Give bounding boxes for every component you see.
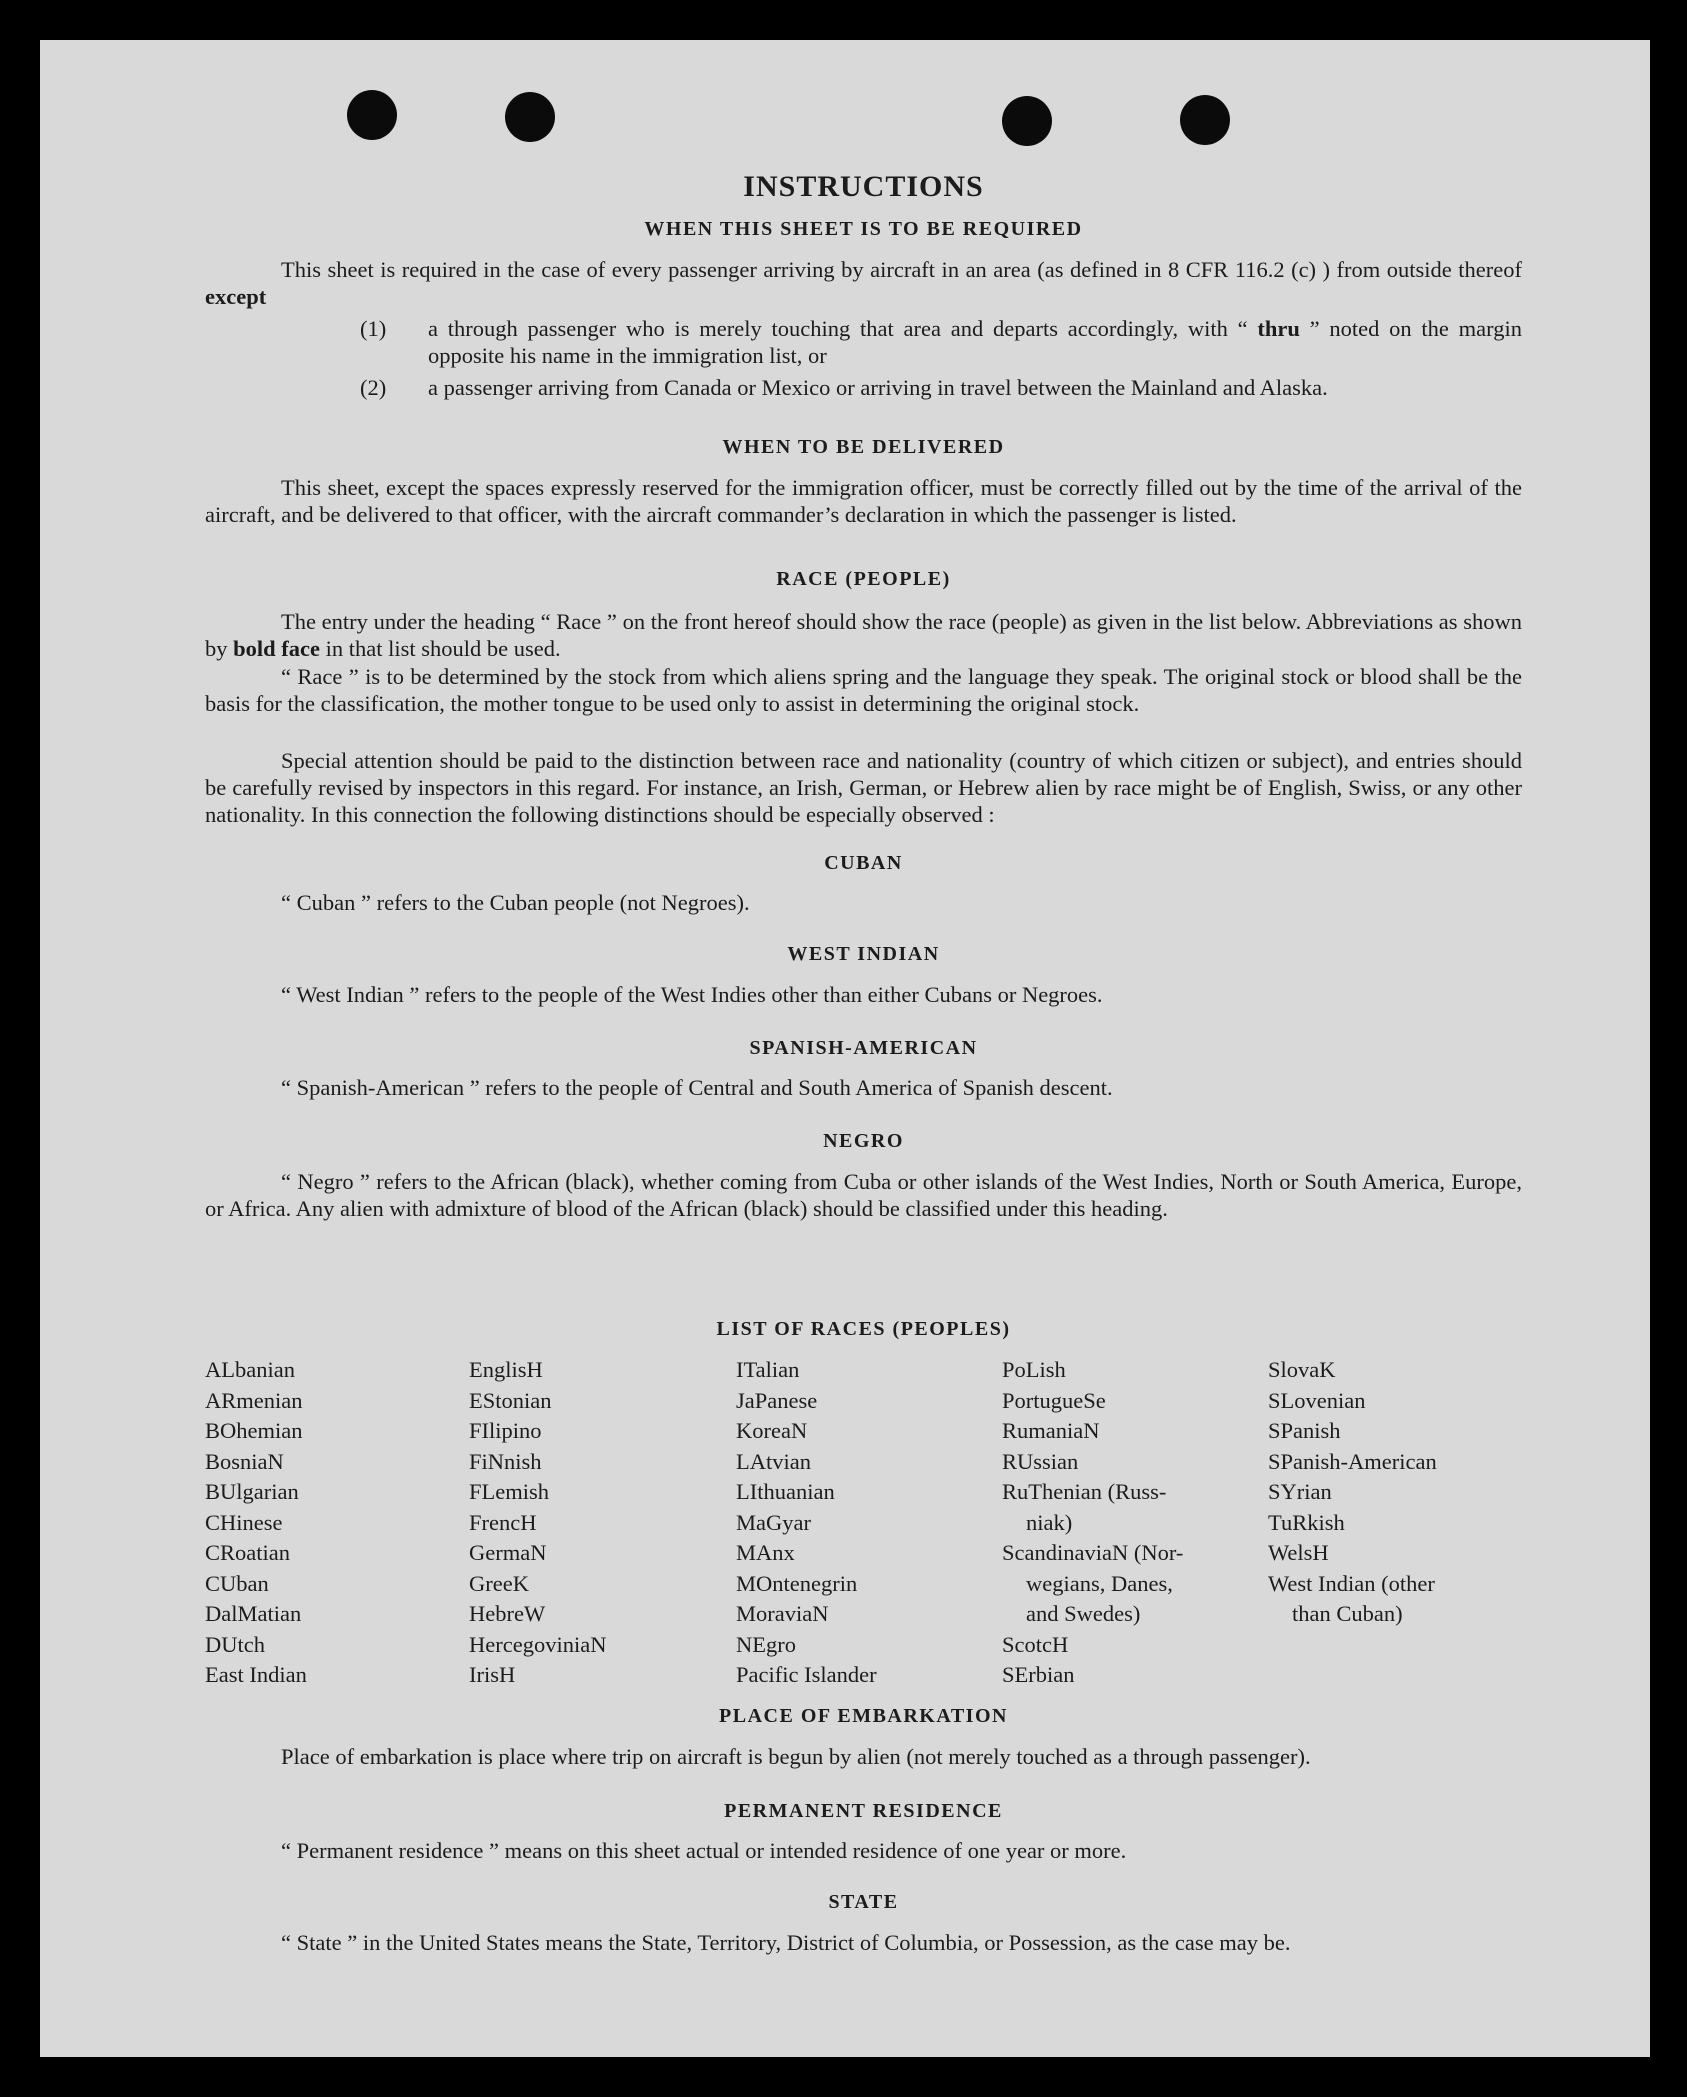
page-title: INSTRUCTIONS — [743, 170, 984, 203]
race-item: TuRkish — [1268, 1509, 1345, 1535]
heading-permanent-residence: PERMANENT RESIDENCE — [724, 1800, 1003, 1822]
text: The entry under the heading “ Race ” on the front hereof should show the race (people) as given in the list below. Abbreviations as shown by — [205, 609, 1522, 661]
race-item: LIthuanian — [736, 1479, 835, 1504]
race-item: Pacific Islander — [736, 1662, 877, 1687]
race-item: RumaniaN — [1002, 1418, 1100, 1443]
punch-hole — [347, 90, 397, 140]
races-column-4 — [1002, 1355, 1183, 1691]
race-item-continued: than Cuban) — [1292, 1601, 1403, 1626]
race-item: ARmenian — [205, 1387, 303, 1413]
races-column-5 — [1268, 1355, 1437, 1630]
race-item: EStonian — [469, 1387, 552, 1413]
race-item: MoraviaN — [736, 1601, 829, 1626]
heading-cuban: CUBAN — [824, 852, 903, 874]
race-item: RuThenian (Russ- — [1002, 1479, 1167, 1504]
heading-west-indian: WEST INDIAN — [787, 943, 940, 965]
heading-when-delivered: WHEN TO BE DELIVERED — [722, 436, 1005, 458]
race-item: RUssian — [1002, 1448, 1079, 1474]
race-item: JaPanese — [736, 1387, 818, 1413]
race-item: SErbian — [1002, 1662, 1075, 1687]
race-item: PortugueSe — [1002, 1387, 1106, 1413]
race-item: KoreaN — [736, 1418, 808, 1443]
list-item-2 — [360, 374, 1522, 401]
race-item: CUban — [205, 1570, 269, 1596]
paragraph-negro: “ Negro ” refers to the African (black), whether coming from Cuba or other islands of the West Indies, North or South America, Europe, or Africa. Any alien with admixture of blood of the African (black) should be classified under this heading. — [205, 1169, 1522, 1221]
race-item: GreeK — [469, 1570, 529, 1596]
race-item: FLemish — [469, 1479, 550, 1504]
race-item: IrisH — [469, 1662, 516, 1687]
race-item: CRoatian — [205, 1540, 290, 1565]
paragraph-permanent-residence: “ Permanent residence ” means on this sheet actual or intended residence of one year or more. — [281, 1838, 1127, 1863]
races-column-1 — [205, 1355, 307, 1691]
paragraph-state: “ State ” in the United States means the State, Territory, District of Columbia, or Possession, as the case may be. — [281, 1930, 1291, 1955]
item-number: (1) — [360, 316, 387, 341]
item-text: a passenger arriving from Canada or Mexico or arriving in travel between the Mainland and Alaska. — [428, 375, 1328, 400]
heading-negro: NEGRO — [823, 1130, 904, 1152]
race-item: FiNnish — [469, 1448, 542, 1474]
race-item: PoLish — [1002, 1357, 1066, 1382]
races-column-3 — [736, 1355, 877, 1691]
race-item: ITalian — [736, 1357, 800, 1382]
heading-spanish-american: SPANISH-AMERICAN — [749, 1037, 978, 1059]
punch-hole — [1180, 95, 1230, 145]
race-item: SYrian — [1268, 1479, 1332, 1504]
paragraph-race-1 — [205, 608, 1522, 662]
heading-race: RACE (PEOPLE) — [776, 568, 951, 590]
race-item: BOhemian — [205, 1418, 303, 1443]
race-item: ALbanian — [205, 1357, 295, 1382]
heading-list-of-races: LIST OF RACES (PEOPLES) — [716, 1318, 1011, 1340]
races-column-2 — [469, 1355, 606, 1691]
race-item-continued: wegians, Danes, — [1026, 1570, 1173, 1596]
emphasis-text: bold face — [233, 636, 320, 661]
document-page — [40, 40, 1650, 2057]
punch-hole — [1002, 96, 1052, 146]
text: ” noted on the margin opposite his name in the immigration list, or — [428, 316, 1522, 368]
race-item: East Indian — [205, 1662, 307, 1687]
race-item: DUtch — [205, 1631, 265, 1657]
text: in that list should be used. — [320, 636, 561, 661]
race-item: MAnx — [736, 1540, 795, 1565]
race-item: ScandinaviaN (Nor- — [1002, 1540, 1184, 1565]
race-item: GermaN — [469, 1540, 547, 1565]
race-item: SlovaK — [1268, 1357, 1336, 1382]
item-text — [428, 315, 1522, 369]
race-item: SPanish-American — [1268, 1448, 1437, 1474]
paragraph-when-required — [205, 256, 1522, 310]
race-item: SPanish — [1268, 1418, 1341, 1443]
emphasis-text: except — [205, 284, 267, 309]
paragraph-west-indian: “ West Indian ” refers to the people of the West Indies other than either Cubans or Negroes. — [281, 982, 1103, 1007]
paragraph-race-2: “ Race ” is to be determined by the stock from which aliens spring and the language they speak. The original stock or blood shall be the basis for the classification, the mother tongue to be used only to assist in determining the original stock. — [205, 664, 1522, 716]
heading-state: STATE — [828, 1891, 899, 1913]
race-item: MaGyar — [736, 1509, 811, 1535]
paragraph-embarkation: Place of embarkation is place where trip on aircraft is begun by alien (not merely touched as a through passenger). — [281, 1744, 1311, 1769]
race-item: HercegoviniaN — [469, 1631, 607, 1657]
paragraph-race-3: Special attention should be paid to the distinction between race and nationality (country of which citizen or subject), and entries should be carefully revised by inspectors in this regard. For instance, an Irish, German, or Hebrew alien by race might be of English, Swiss, or any other nationality. In this connection the following distinctions should be especially observed : — [205, 748, 1522, 827]
race-item: DalMatian — [205, 1601, 302, 1626]
race-item: West Indian (other — [1268, 1570, 1435, 1596]
race-item: BUlgarian — [205, 1479, 299, 1504]
list-item-1 — [360, 315, 1522, 369]
paragraph-when-delivered: This sheet, except the spaces expressly reserved for the immigration officer, must be correctly filled out by the time of the arrival of the aircraft, and be delivered to that officer, with the aircraft commander’s declaration in which the passenger is listed. — [205, 475, 1522, 527]
race-item: FrencH — [469, 1509, 537, 1535]
race-item: LAtvian — [736, 1448, 811, 1474]
item-number: (2) — [360, 375, 387, 400]
paragraph-spanish-american: “ Spanish-American ” refers to the people of Central and South America of Spanish descent. — [281, 1075, 1113, 1100]
heading-embarkation: PLACE OF EMBARKATION — [719, 1705, 1008, 1727]
race-item: WelsH — [1268, 1540, 1329, 1565]
paragraph-cuban: “ Cuban ” refers to the Cuban people (not Negroes). — [281, 890, 750, 915]
race-item-continued: and Swedes) — [1026, 1601, 1141, 1626]
text: This sheet is required in the case of every passenger arriving by aircraft in an area (as defined in 8 CFR 116.2 (c) ) from outside thereof — [281, 257, 1522, 282]
race-item: CHinese — [205, 1509, 283, 1535]
race-item: FIlipino — [469, 1418, 542, 1443]
heading-when-required: WHEN THIS SHEET IS TO BE REQUIRED — [644, 218, 1083, 240]
race-item: SLovenian — [1268, 1387, 1366, 1413]
race-item: NEgro — [736, 1631, 796, 1657]
race-item: HebreW — [469, 1601, 546, 1626]
emphasis-text: thru — [1257, 316, 1300, 341]
race-item: MOntenegrin — [736, 1570, 858, 1596]
race-item-continued: niak) — [1026, 1509, 1073, 1535]
text: a through passenger who is merely touching that area and departs accordingly, with “ — [428, 316, 1258, 341]
punch-hole — [505, 92, 555, 142]
race-item: BosniaN — [205, 1448, 284, 1474]
race-item: EnglisH — [469, 1357, 543, 1382]
race-item: ScotcH — [1002, 1631, 1069, 1657]
